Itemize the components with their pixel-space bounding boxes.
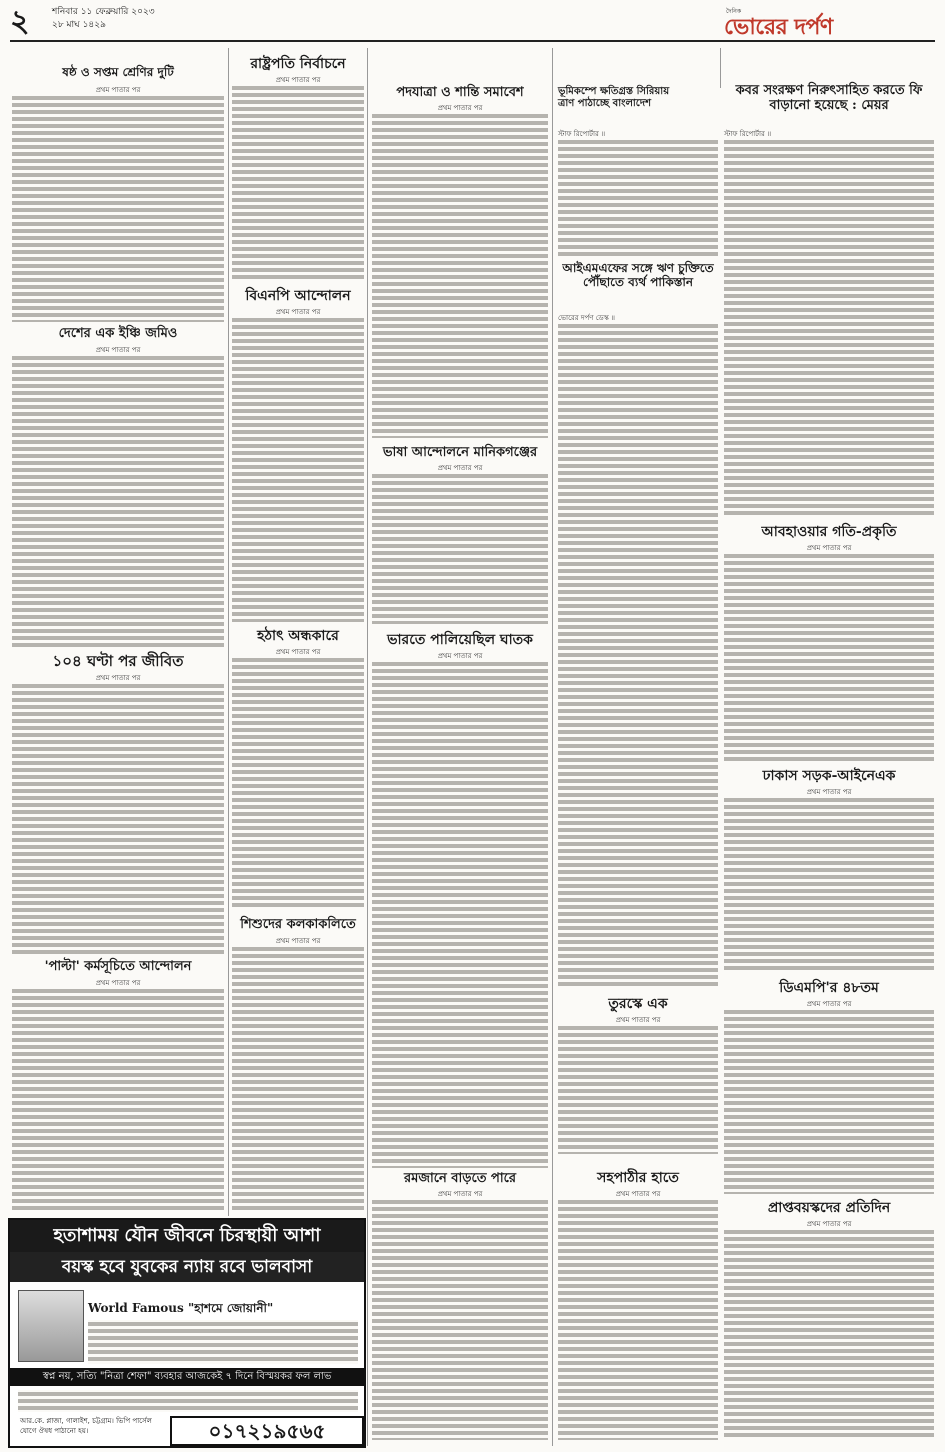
byline: ভোরের দর্পণ ডেস্ক ॥ (558, 314, 615, 322)
headline: পদযাত্রা ও শান্তি সমাবেশ (396, 85, 524, 100)
ad-body-2 (18, 1390, 358, 1412)
article-body (558, 322, 718, 988)
header-rule (10, 40, 935, 42)
date-bengali: ২৮ মাঘ ১৪২৯ (52, 20, 106, 30)
jump-line: প্রথম পাতার পর (615, 1190, 661, 1198)
masthead-logo: ভোরের দর্পণ (724, 14, 833, 40)
article-body (372, 1198, 548, 1440)
jump-line: প্রথম পাতার পর (275, 937, 321, 945)
article-body (12, 682, 224, 954)
headline: দেশের এক ইঞ্চি জমিও (58, 326, 178, 341)
ad-body (88, 1320, 358, 1364)
jump-line: প্রথম পাতার পর (95, 86, 141, 94)
article-body (372, 112, 548, 438)
headline: ষষ্ঠ ও সপ্তম শ্রেণির দুটি (62, 65, 174, 79)
jump-line: প্রথম পাতার পর (437, 104, 483, 112)
jump-line: প্রথম পাতার পর (437, 652, 483, 660)
byline: স্টাফ রিপোর্টার ॥ (558, 130, 606, 138)
jump-line: প্রথম পাতার পর (806, 788, 852, 796)
article-body (372, 472, 548, 624)
headline: রমজানে বাড়তে পারে (403, 1171, 517, 1186)
headline: আইএমএফের সঙ্গে ঋণ চুক্তিতে পৌঁছাতে ব্যর্থ পাকিস্তান (562, 261, 714, 289)
article-body (724, 552, 934, 762)
article-body (232, 84, 364, 280)
ad-band: স্বপ্ন নয়, সত্যি "নিত্রা শেফা" ব্যবহার আজকেই ৭ দিনে বিস্ময়কর ফল লাভ (10, 1368, 364, 1386)
jump-line: প্রথম পাতার পর (95, 979, 141, 987)
headline: হঠাৎ অন্ধকারে (257, 628, 339, 644)
jump-line: প্রথম পাতার পর (806, 544, 852, 552)
dateline (52, 6, 155, 32)
jump-line: প্রথম পাতার পর (275, 648, 321, 656)
masthead-small: দৈনিক (726, 8, 742, 15)
jump-line: প্রথম পাতার পর (95, 346, 141, 354)
article-body (232, 945, 364, 1211)
article-body (724, 796, 934, 972)
jump-line: প্রথম পাতার পর (275, 76, 321, 84)
date-gregorian: শনিবার ১১ ফেব্রুয়ারি ২০২৩ (52, 7, 155, 17)
headline: ভূমিকম্পে ক্ষতিগ্রস্ত সিরিয়ায় ত্রাণ পাঠাচ্ছে বাংলাদেশ (558, 86, 670, 109)
article-body (558, 1198, 718, 1440)
jump-line: প্রথম পাতার পর (806, 1000, 852, 1008)
headline: বিএনপি আন্দোলন (245, 288, 351, 304)
ad-product-title: World Famous "হাশমে জোয়ানী" (88, 1301, 274, 1315)
headline: ডিএমপি'র ৪৮তম (779, 980, 879, 996)
column-divider (720, 48, 721, 88)
jump-line: প্রথম পাতার পর (806, 1220, 852, 1228)
article-body (12, 354, 224, 648)
headline: ১০৪ ঘণ্টা পর জীবিত (52, 652, 184, 670)
column-divider (552, 48, 553, 1446)
headline: ভাষা আন্দোলনে মানিকগঞ্জের (382, 445, 538, 460)
ad-subheadline: বয়স্ক হবে যুবকের ন্যায় রবে ভালবাসা (10, 1252, 364, 1282)
headline: সহপাঠীর হাতে (597, 1170, 679, 1186)
jump-line: প্রথম পাতার পর (437, 464, 483, 472)
headline: ভারতে পালিয়েছিল ঘাতক (387, 632, 533, 648)
article-body (724, 1228, 934, 1440)
advertisement (8, 1218, 366, 1448)
page-number: ২ (10, 4, 30, 39)
headline: রাষ্ট্রপতি নির্বাচনে (250, 56, 346, 72)
headline: শিশুদের কলকাকলিতে (240, 917, 356, 932)
article-body (724, 1008, 934, 1194)
ad-portrait-image (18, 1290, 84, 1362)
ad-headline: হতাশাময় যৌন জীবনে চিরস্থায়ী আশা (10, 1220, 364, 1252)
headline: কবর সংরক্ষণ নিরুৎসাহিত করতে ফি বাড়ানো হয়েছে : মেয়র (735, 83, 923, 113)
ad-phone-number: ০১৭২১৯৫৬৫ (170, 1416, 364, 1446)
jump-line: প্রথম পাতার পর (275, 308, 321, 316)
article-body (12, 987, 224, 1211)
byline: স্টাফ রিপোর্টার ॥ (724, 130, 772, 138)
article-body (724, 138, 934, 516)
article-body (372, 660, 548, 1168)
article-body (232, 656, 364, 910)
column-divider (228, 48, 229, 1216)
headline: প্রাপ্তবয়স্কদের প্রতিদিন (767, 1200, 891, 1216)
jump-line: প্রথম পাতার পর (615, 1016, 661, 1024)
ad-address: আর.কে. প্লাজা, গালাইশ, চট্টগ্রাম। ভিপি পার্সেল যোগে ঔষধ পাঠানো হয়। (20, 1417, 152, 1435)
article-body (558, 1024, 718, 1154)
headline: আবহাওয়ার গতি-প্রকৃতি (761, 524, 897, 540)
article-body (232, 316, 364, 622)
column-divider (367, 48, 368, 1446)
headline: 'পাল্টা' কর্মসূচিতে আন্দোলন (44, 959, 192, 974)
jump-line: প্রথম পাতার পর (437, 1190, 483, 1198)
article-body (12, 94, 224, 322)
headline: ঢাকাস সড়ক-আইনেএক (762, 768, 896, 784)
article-body (558, 138, 718, 256)
jump-line: প্রথম পাতার পর (95, 674, 141, 682)
headline: তুরস্কে এক (608, 996, 668, 1012)
